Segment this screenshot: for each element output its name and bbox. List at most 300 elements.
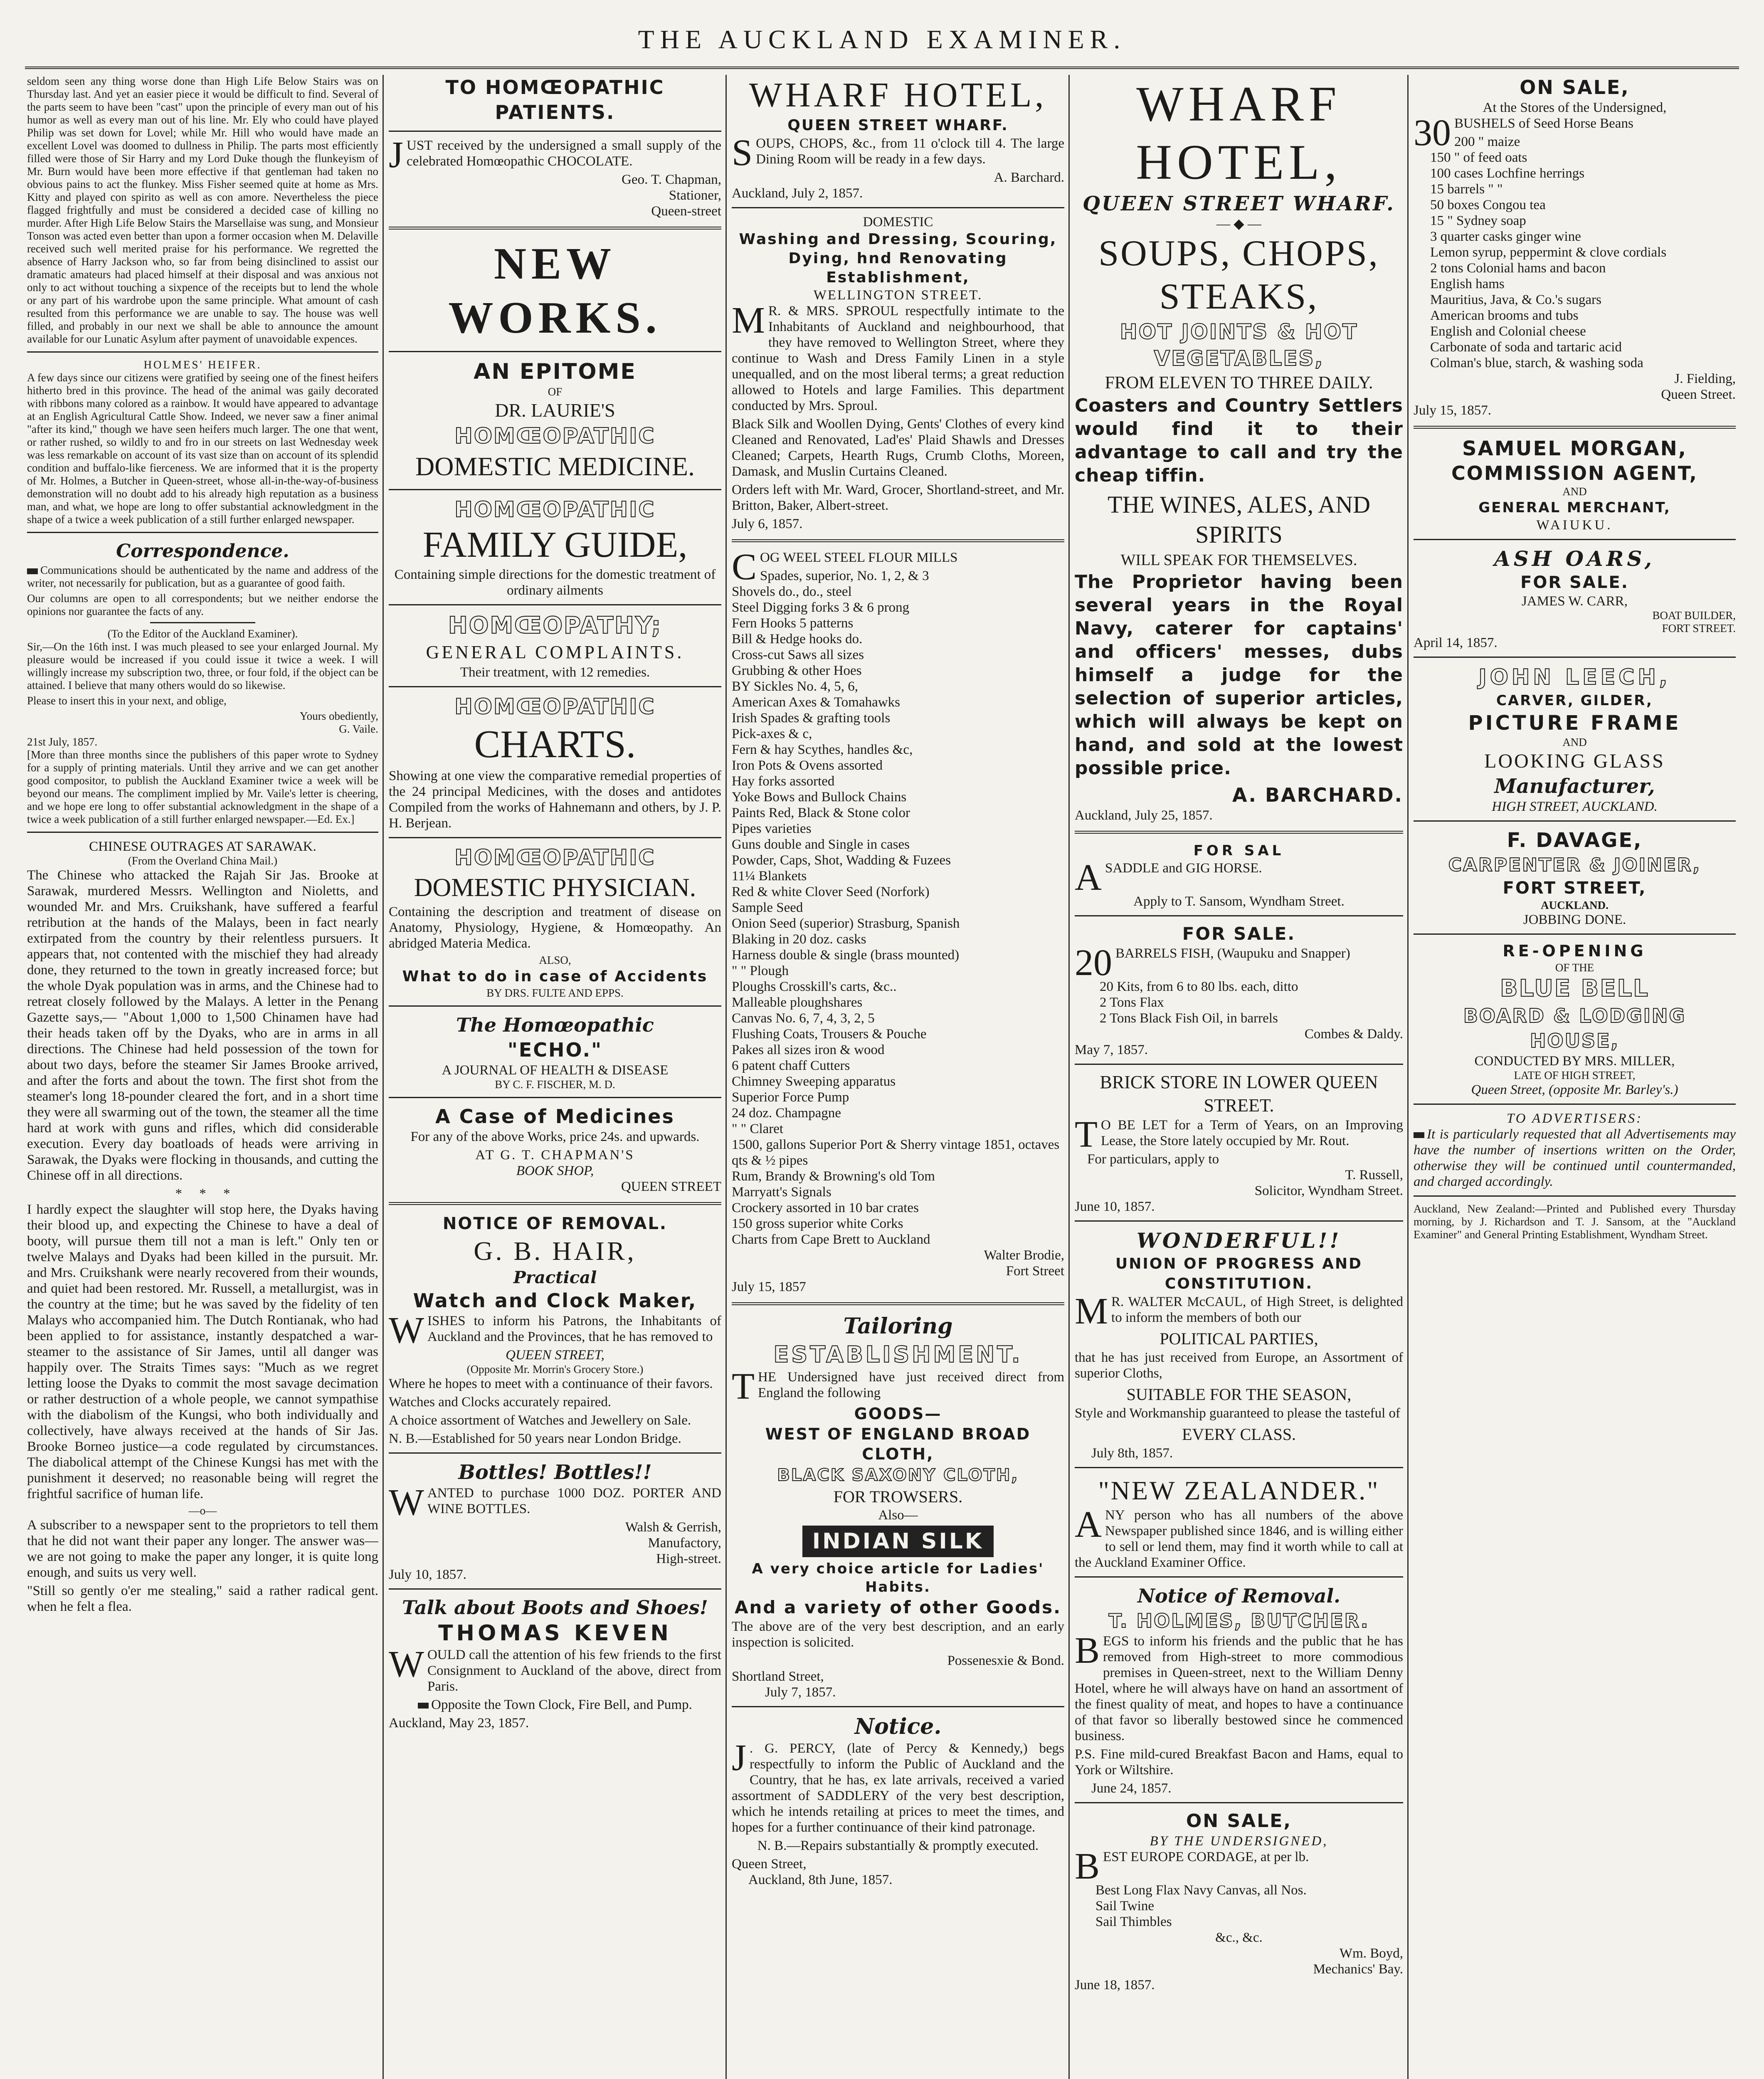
ad-date: Auckland, May 23, 1857. [389,1716,529,1731]
queen-street-opposite: Queen Street, (opposite Mr. Barley's.) [1471,1082,1678,1097]
letter-body: Please to insert this in your next, and oblige, [27,694,227,707]
ad-signature: Fort Street [1006,1264,1064,1279]
divider [1414,426,1736,429]
ad-date: July 10, 1857. [389,1567,467,1582]
removal-heading: NOTICE OF REMOVAL. [442,1214,668,1233]
sproul-ad-body: Orders left with Mr. Ward, Grocer, Shortland-street, and Mr. Britton, Baker, Albert-street. [732,482,1064,513]
list-item: Sail Thimbles [1095,1914,1172,1929]
domestic-label: DOMESTIC [863,215,933,230]
drop-cap: 20 [1075,942,1112,983]
hair-name: G. B. HAIR, [474,1236,637,1266]
morgan-name: SAMUEL MORGAN, [1462,437,1688,460]
drop-cap: B [1075,1846,1100,1887]
mccaul-ad-body: R. WALTER McCAUL, of High Street, is delighted to inform the members of both our [1111,1294,1403,1325]
ad-date: July 15, 1857. [1414,403,1492,418]
wines-title: THE WINES, ALES, AND SPIRITS [1107,491,1371,548]
echo-heading: The Homœopathic [456,1014,654,1036]
charts-title: CHARTS. [474,723,636,766]
flea-item: "Still so gently o'er me stealing," said a rather radical gent. when he felt a flea. [27,1583,378,1614]
trowsers-label: FOR TROWSERS. [833,1487,963,1506]
brick-ad-body: O BE LET for a Term of Years, on an Improving Lease, the Store lately occupied by Mr. Rout. [1100,1118,1403,1148]
new-zealander-title: "NEW ZEALANDER." [1098,1476,1380,1505]
leech-name: JOHN LEECH, [1478,665,1671,690]
stores-label: At the Stores of the Undersigned, [1483,100,1667,115]
ad-date: July 8th, 1857. [1091,1446,1173,1461]
list-item: 20 Kits, from 6 to 80 lbs. each, ditto [1100,979,1298,994]
drop-cap: A [1075,1504,1102,1545]
column-1 [27,75,378,2079]
wharf-hotel-big-title: WHARF HOTEL, [1136,76,1342,190]
column-2 [389,75,721,2079]
family-guide-desc: Containing simple directions for the domestic treatment of ordinary ailments [394,567,716,598]
re-opening: RE-OPENING [1502,942,1647,960]
carver-gilder: CARVER, GILDER, [1496,692,1653,709]
divider [1075,915,1403,916]
watch-ad-body: ISHES to inform his Patrons, the Inhabitants of Auckland and the Provinces, that he has removed to [427,1314,721,1344]
fish-items-list [1075,979,1403,1026]
for-sale-heading: FOR SAL [1193,842,1285,859]
keven-name: THOMAS KEVEN [438,1621,672,1646]
divider [389,227,721,230]
ad-signature: Stationer, [669,188,721,203]
proprietor-text: The Proprietor having been several years in the Royal Navy, caterer for captains' and officers' messes, dubs himself a judge for the selection of superior articles, which will always be kept on hand, and sold at the lowest possible price. [1075,571,1403,779]
late-of: LATE OF HIGH STREET, [1514,1069,1636,1081]
list-item: English and Colonial cheese [1430,324,1586,339]
divider [732,539,1064,542]
ad-location: Shortland Street, [732,1669,824,1684]
list-item: Powder, Caps, Shot, Wadding & Fuzees [732,853,951,868]
divider [1414,1195,1736,1197]
list-item: 100 cases Lochfine herrings [1430,166,1585,181]
tailoring-ad-body: The above are of the very best description, and an early inspection is solicited. [732,1619,1064,1650]
authors-label: BY DRS. FULTE AND EPPS. [486,987,624,999]
ad-signature: Walter Brodie, [984,1248,1064,1263]
list-item: Spades, superior, No. 1, 2, & 3 [760,568,929,583]
fort-street: FORT STREET, [1502,879,1647,898]
list-item: Guns double and Single in cases [732,837,910,852]
list-item: Blaking in 20 doz. casks [732,932,866,947]
list-item: 2 Tons Black Fish Oil, in barrels [1100,1011,1278,1026]
ad-date: May 7, 1857. [1075,1042,1148,1057]
divider [1414,1104,1736,1105]
column-4 [1075,75,1403,2079]
keven-ad-body: Opposite the Town Clock, Fire Bell, and Pump. [431,1697,692,1712]
divider [1075,1064,1403,1065]
ad-signature: J. Fielding, [1674,371,1736,386]
by-undersigned: BY THE UNDERSIGNED, [1150,1834,1328,1849]
divider [1414,539,1736,540]
ad-signature: Queen Street. [1661,387,1736,402]
drop-cap: C [732,546,757,588]
list-item: Sail Twine [1095,1899,1154,1914]
divider [27,351,378,353]
commission-agent: COMMISSION AGENT, [1451,462,1698,484]
list-item: Steel Digging forks 3 & 6 prong [732,600,910,615]
list-item: Canvas No. 6, 7, 4, 3, 2, 5 [732,1011,875,1026]
divider [389,1588,721,1590]
list-item: Paints Red, Black & Stone color [732,805,910,820]
ad-date: June 18, 1857. [1075,1978,1155,1993]
speak-label: WILL SPEAK FOR THEMSELVES. [1120,551,1357,569]
list-item: Hay forks assorted [732,774,835,789]
ad-signature: Wm. Boyd, [1339,1946,1403,1961]
list-item: BY Sickles No. 4, 5, 6, [732,679,859,694]
ad-date: Auckland, July 2, 1857. [732,186,863,201]
hot-joints-title: HOT JOINTS & HOT VEGETABLES, [1120,320,1358,370]
divider [1075,1576,1403,1578]
boyd-ad-body: EST EUROPE CORDAGE, at per lb. [1103,1849,1309,1864]
divider [1075,1467,1403,1468]
wonderful-heading: WONDERFUL!! [1136,1228,1342,1253]
correspondence-heading: Correspondence. [116,541,289,562]
drop-cap: J [389,134,404,175]
and-label: AND [1562,485,1587,498]
blue-bell-title: BLUE BELL [1500,975,1649,1002]
barchard-signature: A. BARCHARD. [1232,784,1403,806]
list-item: Grubbing & other Hoes [732,663,862,678]
letter-date: 21st July, 1857. [27,736,98,748]
ornament: — ◆ — [1216,217,1261,232]
divider [1414,657,1736,658]
column-rule [382,75,384,2079]
political-parties: POLITICAL PARTIES, [1160,1329,1318,1348]
asterisks: * * * [175,1186,230,1201]
letter-heading: (To the Editor of the Auckland Examiner). [107,627,298,640]
boyd-items-list [1075,1882,1403,1930]
bottles-ad-body: ANTED to purchase 1000 DOZ. PORTER AND WINE BOTTLES. [427,1486,721,1516]
boyd-etc: &c., &c. [1215,1930,1263,1945]
sproul-ad-body: Black Silk and Woollen Dying, Gents' Clothes of every kind Cleaned and Renovated, Lad'es' Plaid Shawls and Dresses Cleaned; Carpets, Hearth Rugs, Crumb Cloths, Moreen, Damask, and Muslin Curtains Cleaned. [732,417,1064,479]
fischer-label: BY C. F. FISCHER, M. D. [495,1078,615,1091]
high-street-label: HIGH STREET, AUCKLAND. [1492,799,1658,814]
list-item: Yoke Bows and Bullock Chains [732,790,907,805]
ad-signature: Mechanics' Bay. [1313,1962,1403,1977]
letter-signature: Yours obediently, [299,710,378,722]
ad-signature: High-street. [656,1551,721,1566]
laurie-label: DR. LAURIE'S [495,400,615,421]
charts-desc: Showing at one view the comparative remedial properties of the 24 principal Medicines, with the doses and antidotes Compiled from the works of Hahnemann and others, by J. P. H. Berjean. [389,768,721,831]
list-item: 24 doz. Champagne [732,1106,841,1121]
homoeopathic-label: HOMŒOPATHIC [454,694,656,719]
list-item: Shovels do., do., steel [732,584,852,599]
opposite-label: (Opposite Mr. Morrin's Grocery Store.) [466,1363,644,1375]
ad-signature: Geo. T. Chapman, [622,172,721,187]
column-5 [1414,75,1736,2079]
house-label: HOUSE, [1530,1030,1619,1052]
homoeopathic-label: HOMŒOPATHIC [454,497,656,522]
chapman-label: AT G. T. CHAPMAN'S [475,1148,635,1163]
list-item: American brooms and tubs [1430,308,1579,323]
ad-signature: Solicitor, Wyndham Street. [1254,1183,1403,1198]
list-item: 11¼ Blankets [732,869,807,884]
cog-items-list [732,568,1064,1247]
list-item: Colman's blue, starch, & washing soda [1430,356,1643,370]
divider [389,351,721,352]
list-item: Carbonate of soda and tartaric acid [1430,340,1622,355]
correspondence-note: Our columns are open to all correspondents; but we neither endorse the opinions nor guarantee the facts of any. [27,592,378,617]
fish-ad-body: BARRELS FISH, (Waupuku and Snapper) [1115,946,1350,961]
journal-label: A JOURNAL OF HEALTH & DISEASE [442,1063,669,1078]
list-item: Red & white Clover Seed (Norfork) [732,884,930,899]
domestic-medicine-title: DOMESTIC MEDICINE. [415,452,695,481]
divider [1075,831,1403,834]
case-desc: For any of the above Works, price 24s. and upwards. [410,1129,700,1144]
every-class: EVERY CLASS. [1182,1425,1296,1444]
list-item: Pakes all sizes iron & wood [732,1042,885,1057]
saddle-ad-body: SADDLE and GIG HORSE. [1105,861,1262,876]
nz-ad-body: NY person who has all numbers of the above Newspaper published since 1846, and is willing either to sell or lend them, may find it worth while to call at the Auckland Examiner Office. [1075,1508,1403,1570]
list-item: Pick-axes & c, [732,726,812,741]
masthead [25,17,1739,69]
queen-street-italic: QUEEN STREET, [506,1348,604,1363]
divider [27,532,378,533]
holmes-ad-body: P.S. Fine mild-cured Breakfast Bacon and Hams, equal to York or Wiltshire. [1075,1747,1403,1778]
suitable-label: SUITABLE FOR THE SEASON, [1126,1385,1352,1404]
ad-date: July 7, 1857. [765,1685,836,1700]
divider [1414,933,1736,935]
washing-title: Washing and Dressing, Scouring, Dying, hnd Renovating Establishment, [739,231,1057,286]
list-item: Crockery assorted in 10 bar crates [732,1200,919,1215]
divider [732,207,1064,208]
choice-label: A very choice article for Ladies' Habits. [752,1560,1044,1595]
list-item: Cross-cut Saws all sizes [732,647,864,662]
wharf-ad-body: OUPS, CHOPS, &c., from 11 o'clock till 4. The large Dining Room will be ready in a few days. [756,136,1064,167]
wharf-hotel-subtitle: QUEEN STREET WHARF. [787,117,1009,134]
list-item: Superior Force Pump [732,1090,849,1105]
on-sale-heading: ON SALE, [1186,1810,1292,1832]
bottles-heading: Bottles! Bottles!! [458,1461,652,1484]
drop-cap: J [732,1737,747,1778]
correspondence-note: Communications should be authenticated by the name and address of the writer, not necessarily for publication, but as a guarantee of good faith. [27,564,378,589]
goods-label: GOODS— [854,1405,942,1423]
general-complaints: GENERAL COMPLAINTS. [426,642,684,662]
list-item: Rum, Brandy & Browning's old Tom [732,1169,935,1184]
list-item: Malleable ploughshares [732,995,863,1010]
holmes-butcher-title: T. HOLMES, BUTCHER. [1108,1610,1369,1632]
advertisers-note: It is particularly requested that all Advertisements may have the number of insertions written on the Order, otherwise they will be continued until countermanded, and charged accordingly. [1414,1127,1736,1189]
carr-trade: BOAT BUILDER, [1652,609,1736,622]
column-rule [1407,75,1409,2079]
divider [389,131,721,132]
ad-signature: T. Russell, [1345,1168,1403,1183]
homoeopathic-label: HOMŒOPATHIC [454,424,656,449]
for-sale-heading: FOR SALE. [1182,923,1296,944]
list-item: 6 patent chaff Cutters [732,1058,850,1073]
list-item: Best Long Flax Navy Canvas, all Nos. [1095,1883,1307,1898]
list-item: Pipes varieties [732,821,812,836]
homoeopathy-label: HOMŒOPATHY; [448,612,662,639]
chinese-source: (From the Overland China Mail.) [128,854,278,867]
manufacturer-label: Manufacturer, [1494,775,1655,798]
divider [389,1452,721,1454]
ad-date: July 6, 1857. [732,516,803,531]
echo-title: "ECHO." [507,1039,603,1061]
physician-desc: Containing the description and treatment of disease on Anatomy, Physiology, Hygiene, & Homœopathy. An abridged Materia Medica. [389,904,721,951]
divider [389,604,721,605]
west-england-label: WEST OF ENGLAND BROAD CLOTH, [765,1425,1031,1463]
letter-body: Sir,—On the 16th inst. I was much pleased to see your enlarged Journal. My pleasure would be increased if you could issue it twice a week. I will willingly increase my subscription two, three, or four fold, if the object can be attained. I believe that many others would do so likewise. [27,640,378,691]
list-item: " " Claret [732,1121,784,1136]
list-item: 3 quarter casks ginger wine [1430,229,1581,244]
separator: —o— [188,1504,217,1517]
list-item: Mauritius, Java, & Co.'s sugars [1430,292,1602,307]
also-label: ALSO, [539,954,571,966]
variety-label: And a variety of other Goods. [734,1597,1062,1617]
saddle-apply: Apply to T. Sansom, Wyndham Street. [1133,894,1345,909]
imprint: Auckland, New Zealand:—Printed and Published every Thursday morning, by J. Richardson and T. J. Sansom, at the "Auckland Examiner" and General Printing Establishment, Wyndham Street. [1414,1202,1736,1241]
divider [150,622,256,623]
list-item: Onion Seed (superior) Strasburg, Spanish [732,916,960,931]
family-guide-title: FAMILY GUIDE, [422,525,688,565]
list-item: 15 " Sydney soap [1430,213,1526,228]
carr-name: JAMES W. CARR, [1522,594,1628,609]
drop-cap: T [732,1366,755,1407]
drop-cap: W [389,1644,424,1685]
union-heading: UNION OF PROGRESS AND CONSTITUTION. [1115,1255,1362,1292]
divider [389,1202,721,1205]
list-item: 2 Tons Flax [1100,995,1164,1010]
davage-name: F. DAVAGE, [1507,829,1643,852]
from-eleven-label: FROM ELEVEN TO THREE DAILY. [1105,373,1373,393]
ad-date: June 10, 1857. [1075,1199,1155,1214]
watch-ad-body: Watches and Clocks accurately repaired. [389,1395,612,1410]
ad-signature: Combes & Daldy. [1304,1027,1403,1042]
letter-signature: G. Vaile. [339,723,378,735]
soups-title: SOUPS, CHOPS, STEAKS, [1098,233,1379,317]
pointing-hand-icon [1414,1132,1424,1138]
drop-cap: S [732,132,753,173]
list-item: Ploughs Crosskill's carts, &c.. [732,979,897,994]
holmes-ad-body: EGS to inform his friends and the public that he has removed from High-street to more commodious premises in Queen-street, next to the William Denny Hotel, where he will always have on hand an assortment of the finest quality of meat, and hopes to have a continuance of that favor so liberally bestowed since he commenced business. [1075,1634,1403,1743]
list-item: 15 barrels " " [1430,182,1503,197]
homoeopathic-label: HOMŒOPATHIC [454,845,656,870]
ad-signature: Walsh & Gerrish, [625,1520,721,1535]
divider [732,1706,1064,1707]
masthead-title: THE AUCKLAND EXAMINER. [638,25,1126,54]
list-item: 200 " maize [1454,134,1520,149]
list-item: Fern Hooks 5 patterns [732,616,854,631]
subscriber-item: A subscriber to a newspaper sent to the proprietors to tell them that he did not want their paper any longer. The answer was—we are not going to make the paper any longer, it is quite long enough, and suits us very well. [27,1518,378,1580]
list-item: American Axes & Tomahawks [732,695,900,710]
looking-glass: LOOKING GLASS [1484,750,1665,772]
for-sale-heading: FOR SALE. [1520,573,1629,592]
waiuku-label: WAIUKU. [1536,518,1613,533]
general-merchant: GENERAL MERCHANT, [1478,499,1671,516]
list-item: Fern & hay Scythes, handles &c, [732,742,913,757]
accidents-title: What to do in case of Accidents [402,968,708,985]
list-item: " " Plough [732,963,789,978]
column-3 [732,75,1064,2079]
divider [1075,1802,1403,1803]
drop-cap: W [389,1482,424,1523]
of-the-label: OF THE [1555,961,1594,974]
notice-heading: Notice. [854,1714,942,1739]
mccaul-ad-body: that he has just received from Europe, an Assortment of superior Cloths, [1075,1350,1403,1381]
to-advertisers: TO ADVERTISERS: [1506,1111,1643,1126]
boots-heading: Talk about Boots and Shoes! [402,1596,708,1619]
case-title: A Case of Medicines [435,1105,675,1128]
tailoring-ad-body: HE Undersigned have just received direct from England the following [757,1370,1064,1400]
pointing-hand-icon [418,1703,429,1709]
wellington-street: WELLINGTON STREET. [813,288,983,303]
ad-location: Queen Street, [732,1857,807,1872]
treatment-label: Their treatment, with 12 remedies. [460,665,650,680]
carr-street: FORT STREET. [1662,622,1736,635]
list-item: Sample Seed [732,900,803,915]
board-lodging: BOARD & LODGING [1463,1005,1686,1027]
black-saxony-label: BLACK SAXONY CLOTH, [777,1466,1019,1485]
jobbing-done: JOBBING DONE. [1523,912,1626,927]
mccaul-ad-body: Style and Workmanship guaranteed to please the tasteful of [1075,1406,1401,1421]
pointing-hand-icon [27,568,38,574]
conducted-by: CONDUCTED BY MRS. MILLER, [1474,1054,1675,1069]
coasters-text: Coasters and Country Settlers would find it to their advantage to call and try the cheap tiffin. [1075,395,1403,486]
divider [389,1005,721,1007]
book-shop-label: BOOK SHOP, [516,1163,594,1178]
ad-signature: Manufactory, [648,1536,721,1551]
divider [1414,820,1736,822]
chinese-article: I hardly expect the slaughter will stop here, the Dyaks having their blood up, and expecting the Chinese to have a deal of booty, will pursue them till not a man is left." Only ten or twelve Malays and Dyaks had been killed in the pursuit. Mr. and Mrs. Cruikshank were nearly recovered from their wounds, and quiet had been restored. Mr. Russell, a metallurgist, was in the country at the time; but he was saved by the fidelity of ten Malays who accompanied him. The Dutch Rontianak, who had been applied to for assistance, instantly despatched a war-steamer to the assistance of Sir James, until all danger was happily over. The Straits Times says: "Much as we regret letting loose the Dyaks to commit the most savage decimation or rather destruction of a whole people, we cannot sympathise with the diabolism of the Kungsi, who both individually and collectively, have always received at the hands of Sir Jas. Brooke Borneo justice—a code regulated by circumstances. The diabolical attempt of the Chinese Kungsi has met with the punishment it deserved; no reasonable being will regret the frightful sacrifice of human life. [27,1202,378,1501]
list-item: 2 tons Colonial hams and bacon [1430,261,1606,276]
tailoring-heading: Tailoring [843,1314,953,1339]
homoeopathic-patients-heading: TO HOMŒOPATHIC PATIENTS. [445,76,665,123]
on-sale-heading: ON SALE, [1520,76,1630,99]
list-item: English hams [1430,277,1505,291]
brick-store-title: BRICK STORE IN LOWER QUEEN STREET. [1100,1072,1378,1116]
establishment-heading: ESTABLISHMENT. [773,1341,1023,1368]
ad-date: June 24, 1857. [1091,1781,1172,1796]
ad-date: July 15, 1857 [732,1279,806,1294]
new-works-heading: NEW WORKS. [448,239,662,343]
list-item: Irish Spades & grafting tools [732,711,891,726]
drop-cap: T [1075,1114,1098,1155]
list-item: 150 " of feed oats [1430,150,1527,165]
heifer-article: A few days since our citizens were gratified by seeing one of the finest heifers hitherto bred in this province. The head of the animal was gaily decorated with ribbons many colored as a rainbow. It would have appeared to advantage at an English Agricultural Cattle Show. Indeed, we never saw a finer animal "after its kind," though we have seen heifers much larger. The one that went, or rather rushed, so wildly to and fro in our streets on last Wednesday week was less remarkable on account of its vast size than on account of its splendid condition and buffalo-like fierceness. We are informed that it is the property of Mr. Holmes, a Butcher in Queen-street, whose all-in-the-way-of-business demonstration will no doubt add to his already high reputation as a business man, and what, we hope are long to offer substantial acknowledgment in the shape of a twice a week publication of a still further enlarged newspaper. [27,371,378,526]
drop-cap: B [1075,1630,1100,1671]
editor-note: [More than three months since the publishers of this paper wrote to Sydney for a supply of printing materials. Until they arrive and we can get another good compositor, to publish the Auckland Examiner twice a week will be beyond our means. The compliment implied by Mr. Vaile's letter is cheering, and we hope ere long to offer substantial acknowledgment in the shape of a twice a week publication of a still further enlarged newspaper.—Ed. Ex.] [27,748,378,825]
notice-of-removal-heading: Notice of Removal. [1137,1585,1341,1607]
divider [1075,1220,1403,1222]
list-item: Harness double & single (brass mounted) [732,948,960,963]
divider [389,489,721,490]
list-item: Flushing Coats, Trousers & Pouche [732,1027,927,1042]
fielding-items-list [1414,134,1736,371]
list-item: Iron Pots & Ovens assorted [732,758,883,773]
column-rule [1068,75,1070,2079]
wharf-hotel-title: WHARF HOTEL, [749,76,1047,114]
ad-date: April 14, 1857. [1414,635,1498,650]
keven-ad-body: OULD call the attention of his few friends to the first Consignment to Auckland of the above, direct from Paris. [427,1647,721,1694]
list-item: 1500, gallons Superior Port & Sherry vintage 1851, octaves qts & ½ pipes [732,1137,1060,1168]
practical-label: Practical [513,1268,597,1287]
ad-signature: A. Barchard. [994,170,1064,185]
wharf-hotel-big-subtitle: QUEEN STREET WHARF. [1083,192,1395,215]
ad-signature: Possenesxie & Bond. [947,1653,1064,1668]
heifer-heading: HOLMES' HEIFER. [143,358,262,371]
divider [389,837,721,838]
watch-maker-title: Watch and Clock Maker, [413,1289,697,1312]
and-label: AND [1562,736,1587,748]
also-label: Also— [878,1508,918,1523]
ash-oars-title: ASH OARS, [1494,546,1655,571]
drop-cap: W [389,1310,424,1351]
homoeopathic-ad: UST received by the undersigned a small supply of the celebrated Homœopathic CHOCOLATE. [407,138,721,169]
list-item: 50 boxes Congou tea [1430,198,1546,212]
watch-ad-body: A choice assortment of Watches and Jewellery on Sale. [389,1413,691,1428]
cog-first-line: OG WEEL STEEL FLOUR MILLS [760,550,958,565]
drop-cap: A [1075,857,1102,898]
list-item: Charts from Cape Brett to Auckland [732,1232,930,1247]
